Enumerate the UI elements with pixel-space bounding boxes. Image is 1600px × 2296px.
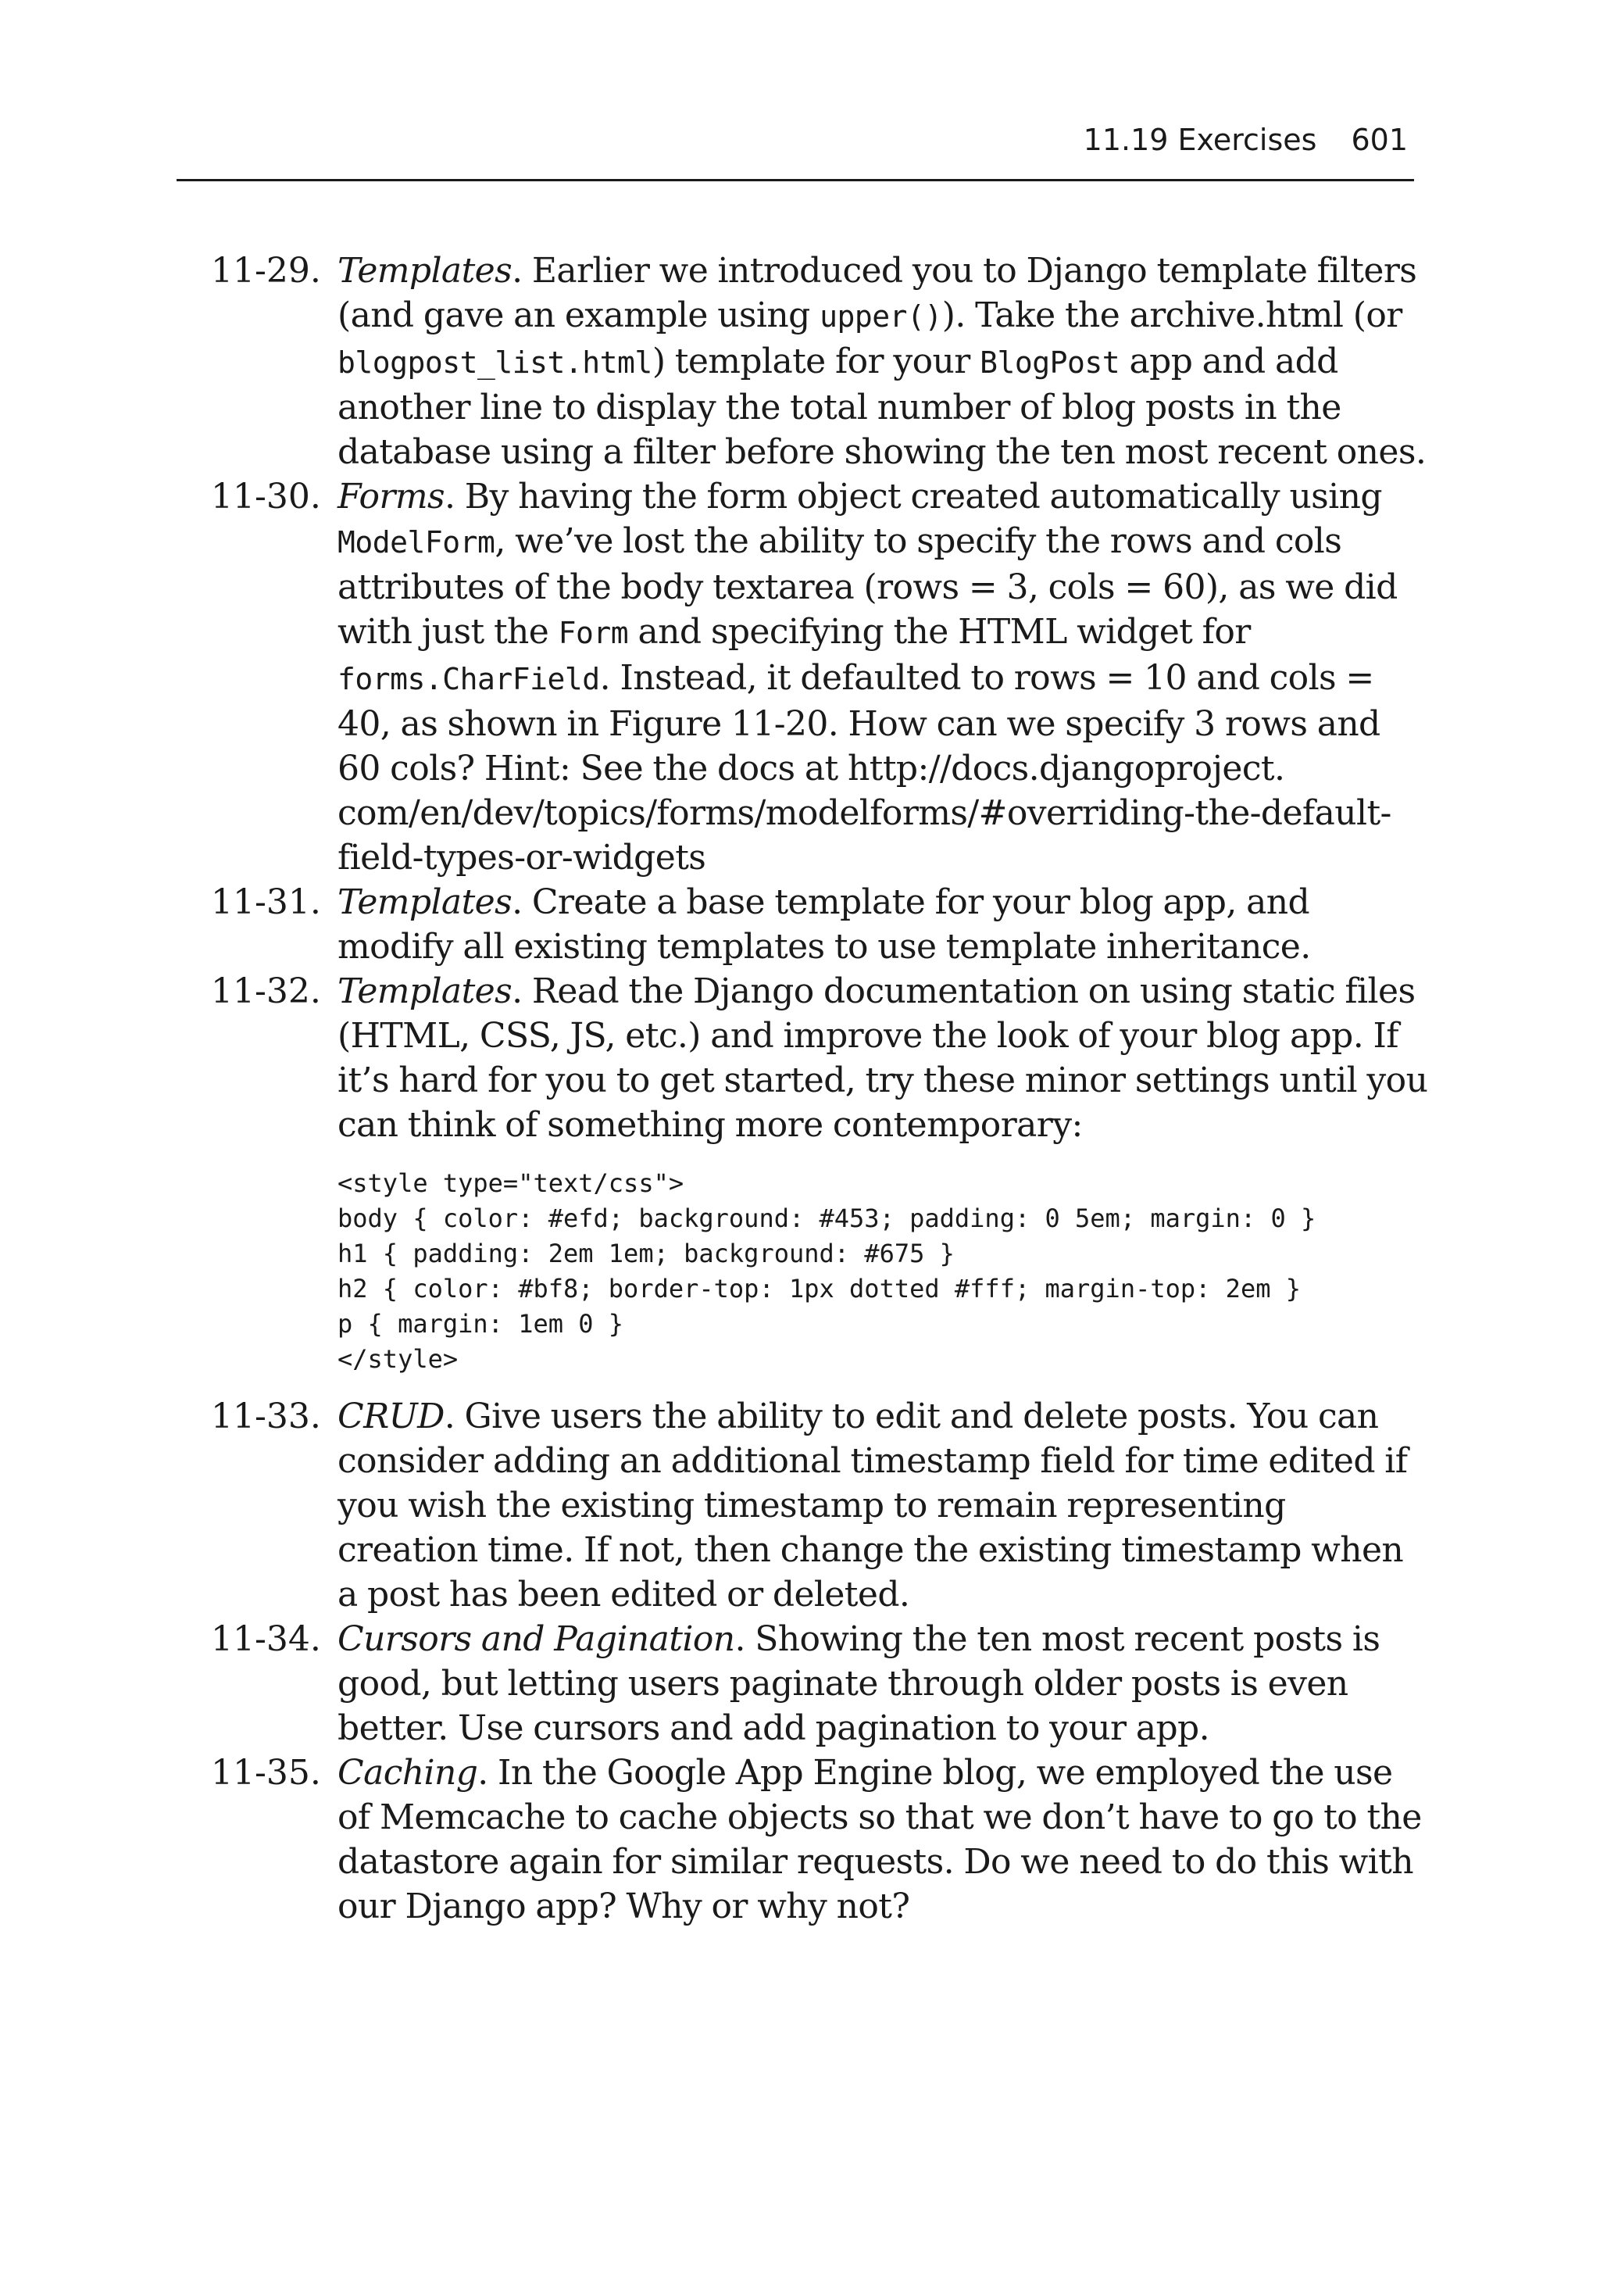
body-text: , we’ve lost the ability to specify the rows and cols attributes of the body textarea (rows = 3, cols = 60), as we did with just the bbox=[338, 521, 1398, 652]
exercise-item bbox=[211, 1617, 1431, 1751]
exercise-title: CRUD bbox=[338, 1397, 445, 1436]
body-text: app and add another line to display the total number of blog posts in the database using a filter before showing the ten most recent ones. bbox=[338, 342, 1427, 472]
inline-code: ModelForm bbox=[338, 525, 495, 560]
body-text: . Showing the ten most recent posts is good, but letting users paginate through older posts is even better. Use cursors and add pagination to your app. bbox=[338, 1619, 1380, 1748]
code-line: <style type="text/css"> bbox=[338, 1168, 684, 1198]
body-text: ) template for your bbox=[652, 342, 980, 381]
exercise-list bbox=[211, 249, 1430, 1929]
body-text: . Instead, it defaulted to rows = 10 and cols = 40, as shown in Figure 11-20. How can we specify 3 rows and 60 cols? Hint: See the docs at http://docs.djangoproject. com/en/dev/topics/forms/modelforms/#overriding-the-default-field-types-or-widgets bbox=[338, 658, 1391, 878]
body-text: . Create a base template for your blog app, and modify all existing templates to use template inheritance. bbox=[338, 882, 1311, 967]
body-text: ). Take the archive.html (or bbox=[941, 295, 1402, 335]
exercise-text bbox=[338, 249, 1431, 474]
exercise-item bbox=[211, 1751, 1431, 1929]
exercise-number: 11-31. bbox=[211, 882, 321, 922]
exercise-number: 11-30. bbox=[211, 477, 321, 517]
inline-code: upper() bbox=[820, 299, 942, 334]
code-line: p { margin: 1em 0 } bbox=[338, 1309, 624, 1339]
code-line: </style> bbox=[338, 1344, 459, 1374]
exercise-number: 11-33. bbox=[211, 1397, 321, 1436]
body-text: . Read the Django documentation on using static files (HTML, CSS, JS, etc.) and improve the look of your blog app. If it’s hard for you to get started, try these minor settings until you can think of something more contemporary: bbox=[338, 971, 1428, 1145]
exercise-title: Caching bbox=[338, 1753, 478, 1793]
code-line: h2 { color: #bf8; border-top: 1px dotted #fff; margin-top: 2em } bbox=[338, 1274, 1301, 1304]
inline-code: BlogPost bbox=[980, 345, 1120, 380]
code-line: h1 { padding: 2em 1em; background: #675 } bbox=[338, 1239, 955, 1268]
exercise-title: Cursors and Pagination bbox=[338, 1619, 735, 1659]
exercise-title: Templates bbox=[338, 251, 512, 291]
exercise-text bbox=[338, 1751, 1431, 1929]
exercise-number: 11-35. bbox=[211, 1753, 321, 1793]
exercise-item bbox=[211, 1394, 1431, 1617]
code-block bbox=[338, 1166, 1430, 1377]
exercise-item bbox=[211, 880, 1431, 969]
exercise-text bbox=[338, 880, 1431, 969]
exercise-title: Templates bbox=[338, 971, 512, 1011]
exercise-text bbox=[338, 969, 1431, 1147]
exercise-text bbox=[338, 1394, 1431, 1617]
exercise-text bbox=[338, 1617, 1431, 1751]
exercise-number: 11-34. bbox=[211, 1619, 321, 1659]
running-head bbox=[1084, 120, 1408, 159]
exercise-title: Forms bbox=[338, 477, 445, 517]
body-text: . In the Google App Engine blog, we employed the use of Memcache to cache objects so that we don’t have to go to the datastore again for similar requests. Do we need to do this with our Django app? Why or why not? bbox=[338, 1753, 1422, 1926]
inline-code: forms.CharField bbox=[338, 662, 600, 696]
section-title: 11.19 Exercises bbox=[1083, 123, 1317, 157]
inline-code: blogpost_list.html bbox=[338, 345, 652, 380]
exercise-item bbox=[211, 969, 1431, 1147]
body-text: . By having the form object created automatically using bbox=[444, 477, 1382, 517]
page-header bbox=[177, 119, 1414, 181]
exercise-title: Templates bbox=[338, 882, 512, 922]
body-text: . Give users the ability to edit and delete posts. You can consider adding an additional timestamp field for time edited if you wish the existing timestamp to remain representing creation time. If not, then change the existing timestamp when a post has been edited or deleted. bbox=[338, 1397, 1408, 1615]
page-number: 601 bbox=[1351, 123, 1408, 157]
exercise-text bbox=[338, 474, 1431, 880]
body-text: and specifying the HTML widget for bbox=[628, 612, 1251, 652]
exercise-item bbox=[211, 474, 1431, 880]
exercise-item bbox=[211, 249, 1431, 474]
exercise-number: 11-32. bbox=[211, 971, 321, 1011]
body-text: . Earlier we introduced you to Django template filters (and gave an example using bbox=[338, 251, 1417, 335]
code-line: body { color: #efd; background: #453; padding: 0 5em; margin: 0 } bbox=[338, 1203, 1316, 1233]
exercise-number: 11-29. bbox=[211, 251, 321, 291]
inline-code: Form bbox=[558, 616, 629, 650]
